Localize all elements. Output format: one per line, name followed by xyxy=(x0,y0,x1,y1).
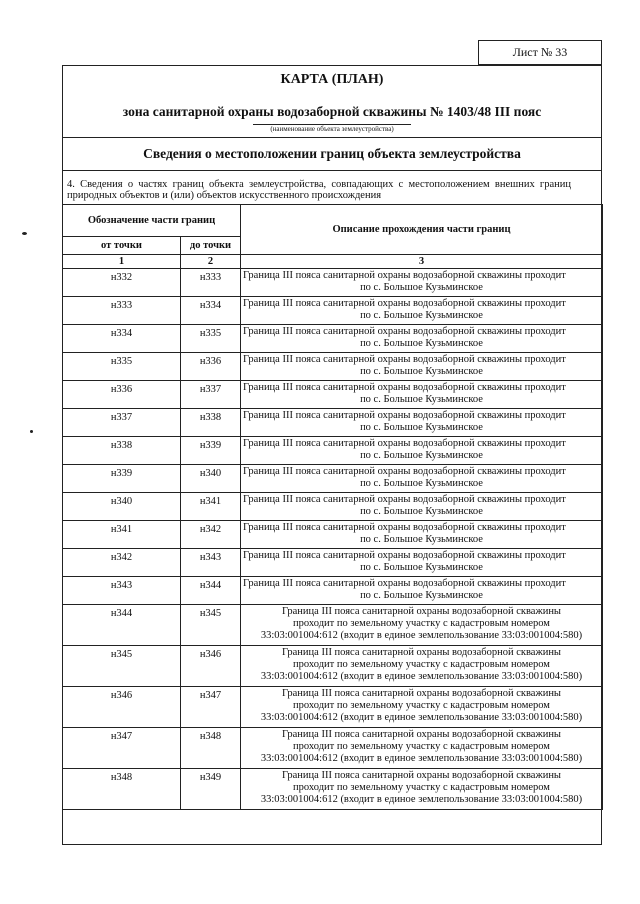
from-point: н332 xyxy=(63,269,181,297)
description-line-3: 33:03:001004:612 (входит в единое землепользование 33:03:001004:580) xyxy=(260,671,583,682)
table-row xyxy=(63,687,603,728)
to-point: н334 xyxy=(181,297,241,325)
object-name-caption: (наименование объекта землеустройства) xyxy=(270,125,394,133)
from-point: н343 xyxy=(63,577,181,605)
from-point: н340 xyxy=(63,493,181,521)
document-title: КАРТА (ПЛАН) xyxy=(280,72,384,87)
to-point: н340 xyxy=(181,465,241,493)
column-number-3: 3 xyxy=(241,255,603,269)
description-line-1: Граница III пояса санитарной охраны водозаборной скважины проходит xyxy=(243,326,566,337)
to-point: н348 xyxy=(181,728,241,769)
from-point: н335 xyxy=(63,353,181,381)
table-row xyxy=(63,646,603,687)
table-row xyxy=(63,521,603,549)
to-point: н349 xyxy=(181,769,241,810)
from-point: н336 xyxy=(63,381,181,409)
table-row xyxy=(63,728,603,769)
description-line-1: Граница III пояса санитарной охраны водозаборной скважины проходит xyxy=(243,410,566,421)
description-line-2: по с. Большое Кузьминское xyxy=(360,337,483,349)
from-point: н344 xyxy=(63,605,181,646)
boundary-description xyxy=(241,269,603,297)
column-number-1: 1 xyxy=(63,255,181,269)
boundary-description xyxy=(241,381,603,409)
table-row xyxy=(63,325,603,353)
to-point-header: до точки xyxy=(181,237,241,255)
description-line-2: по с. Большое Кузьминское xyxy=(360,365,483,377)
boundary-description xyxy=(241,353,603,381)
description-line-1: Граница III пояса санитарной охраны водозаборной скважины проходит xyxy=(243,382,566,393)
from-point: н342 xyxy=(63,549,181,577)
boundary-description xyxy=(241,577,603,605)
from-point: н338 xyxy=(63,437,181,465)
boundary-description xyxy=(241,325,603,353)
to-point: н342 xyxy=(181,521,241,549)
description-line-2: по с. Большое Кузьминское xyxy=(360,449,483,461)
description-line-1: Граница III пояса санитарной охраны водозаборной скважины проходит xyxy=(243,550,566,561)
sheet-number: Лист № 33 xyxy=(512,45,568,59)
description-line-1: Граница III пояса санитарной охраны водозаборной скважины xyxy=(281,688,561,699)
description-line-1: Граница III пояса санитарной охраны водозаборной скважины xyxy=(281,606,561,617)
description-line-2: проходит по земельному участку с кадастровым номером xyxy=(293,782,550,793)
from-point: н346 xyxy=(63,687,181,728)
description-line-3: 33:03:001004:612 (входит в единое землепользование 33:03:001004:580) xyxy=(260,794,583,805)
table-row xyxy=(63,437,603,465)
table-row xyxy=(63,493,603,521)
to-point: н333 xyxy=(181,269,241,297)
table-row xyxy=(63,577,603,605)
from-point: н339 xyxy=(63,465,181,493)
boundary-description xyxy=(241,465,603,493)
to-point: н341 xyxy=(181,493,241,521)
from-point: н337 xyxy=(63,409,181,437)
description-line-2: по с. Большое Кузьминское xyxy=(360,281,483,293)
to-point: н336 xyxy=(181,353,241,381)
boundary-description xyxy=(241,521,603,549)
to-point: н339 xyxy=(181,437,241,465)
boundary-description xyxy=(241,605,603,646)
description-line-1: Граница III пояса санитарной охраны водозаборной скважины xyxy=(281,729,561,740)
boundary-description xyxy=(241,297,603,325)
boundary-description xyxy=(241,646,603,687)
table-row xyxy=(63,269,603,297)
description-line-2: проходит по земельному участку с кадастровым номером xyxy=(293,618,550,629)
description-line-2: по с. Большое Кузьминское xyxy=(360,561,483,573)
header-divider xyxy=(63,137,601,138)
boundary-description xyxy=(241,769,603,810)
description-line-2: по с. Большое Кузьминское xyxy=(360,421,483,433)
sheet-number-box xyxy=(478,40,602,65)
to-point: н344 xyxy=(181,577,241,605)
description-line-2: по с. Большое Кузьминское xyxy=(360,393,483,405)
description-line-1: Граница III пояса санитарной охраны водозаборной скважины проходит xyxy=(243,578,566,589)
description-line-2: по с. Большое Кузьминское xyxy=(360,505,483,517)
description-line-2: проходит по земельному участку с кадастровым номером xyxy=(293,659,550,670)
caption-underline xyxy=(253,124,411,125)
description-line-2: по с. Большое Кузьминское xyxy=(360,477,483,489)
boundary-description xyxy=(241,437,603,465)
description-line-1: Граница III пояса санитарной охраны водозаборной скважины проходит xyxy=(243,354,566,365)
from-point: н348 xyxy=(63,769,181,810)
boundary-designation-header: Обозначение части границ xyxy=(63,205,241,237)
to-point: н345 xyxy=(181,605,241,646)
table-row xyxy=(63,465,603,493)
boundary-description xyxy=(241,549,603,577)
column-number-2: 2 xyxy=(181,255,241,269)
scan-speck xyxy=(30,430,33,433)
description-line-1: Граница III пояса санитарной охраны водозаборной скважины xyxy=(281,647,561,658)
description-header: Описание прохождения части границ xyxy=(241,205,603,255)
boundary-description xyxy=(241,493,603,521)
description-line-2: по с. Большое Кузьминское xyxy=(360,533,483,545)
from-point: н341 xyxy=(63,521,181,549)
table-row xyxy=(63,769,603,810)
boundary-description xyxy=(241,687,603,728)
boundary-table xyxy=(62,204,603,810)
description-line-1: Граница III пояса санитарной охраны водозаборной скважины проходит xyxy=(243,522,566,533)
section-title: Сведения о местоположении границ объекта землеустройства xyxy=(143,146,521,161)
description-line-3: 33:03:001004:612 (входит в единое землепользование 33:03:001004:580) xyxy=(260,712,583,723)
description-line-1: Граница III пояса санитарной охраны водозаборной скважины xyxy=(281,770,561,781)
to-point: н346 xyxy=(181,646,241,687)
from-point: н347 xyxy=(63,728,181,769)
table-row xyxy=(63,381,603,409)
scan-speck xyxy=(22,232,27,235)
from-point-header: от точки xyxy=(63,237,181,255)
description-line-1: Граница III пояса санитарной охраны водозаборной скважины проходит xyxy=(243,438,566,449)
table-row xyxy=(63,605,603,646)
table-row xyxy=(63,353,603,381)
description-line-2: по с. Большое Кузьминское xyxy=(360,309,483,321)
description-line-1: Граница III пояса санитарной охраны водозаборной скважины проходит xyxy=(243,466,566,477)
description-line-2: по с. Большое Кузьминское xyxy=(360,589,483,601)
to-point: н347 xyxy=(181,687,241,728)
document-frame xyxy=(62,65,602,845)
description-line-3: 33:03:001004:612 (входит в единое землепользование 33:03:001004:580) xyxy=(260,630,583,641)
table-row xyxy=(63,297,603,325)
boundary-description xyxy=(241,728,603,769)
to-point: н338 xyxy=(181,409,241,437)
document-subtitle: зона санитарной охраны водозаборной скважины № 1403/48 III пояс xyxy=(122,104,542,119)
description-line-3: 33:03:001004:612 (входит в единое землепользование 33:03:001004:580) xyxy=(260,753,583,764)
boundary-description xyxy=(241,409,603,437)
from-point: н333 xyxy=(63,297,181,325)
table-row xyxy=(63,409,603,437)
description-line-2: проходит по земельному участку с кадастровым номером xyxy=(293,741,550,752)
description-line-2: проходит по земельному участку с кадастровым номером xyxy=(293,700,550,711)
description-line-1: Граница III пояса санитарной охраны водозаборной скважины проходит xyxy=(243,494,566,505)
to-point: н337 xyxy=(181,381,241,409)
description-line-1: Граница III пояса санитарной охраны водозаборной скважины проходит xyxy=(243,270,566,281)
table-row xyxy=(63,549,603,577)
from-point: н345 xyxy=(63,646,181,687)
from-point: н334 xyxy=(63,325,181,353)
section-note: 4. Сведения о частях границ объекта землеустройства, совпадающих с местоположением внешних границ природных объектов и (или) объектов искусственного происхождения xyxy=(67,179,571,201)
description-line-1: Граница III пояса санитарной охраны водозаборной скважины проходит xyxy=(243,298,566,309)
section-divider xyxy=(63,170,601,171)
to-point: н335 xyxy=(181,325,241,353)
to-point: н343 xyxy=(181,549,241,577)
